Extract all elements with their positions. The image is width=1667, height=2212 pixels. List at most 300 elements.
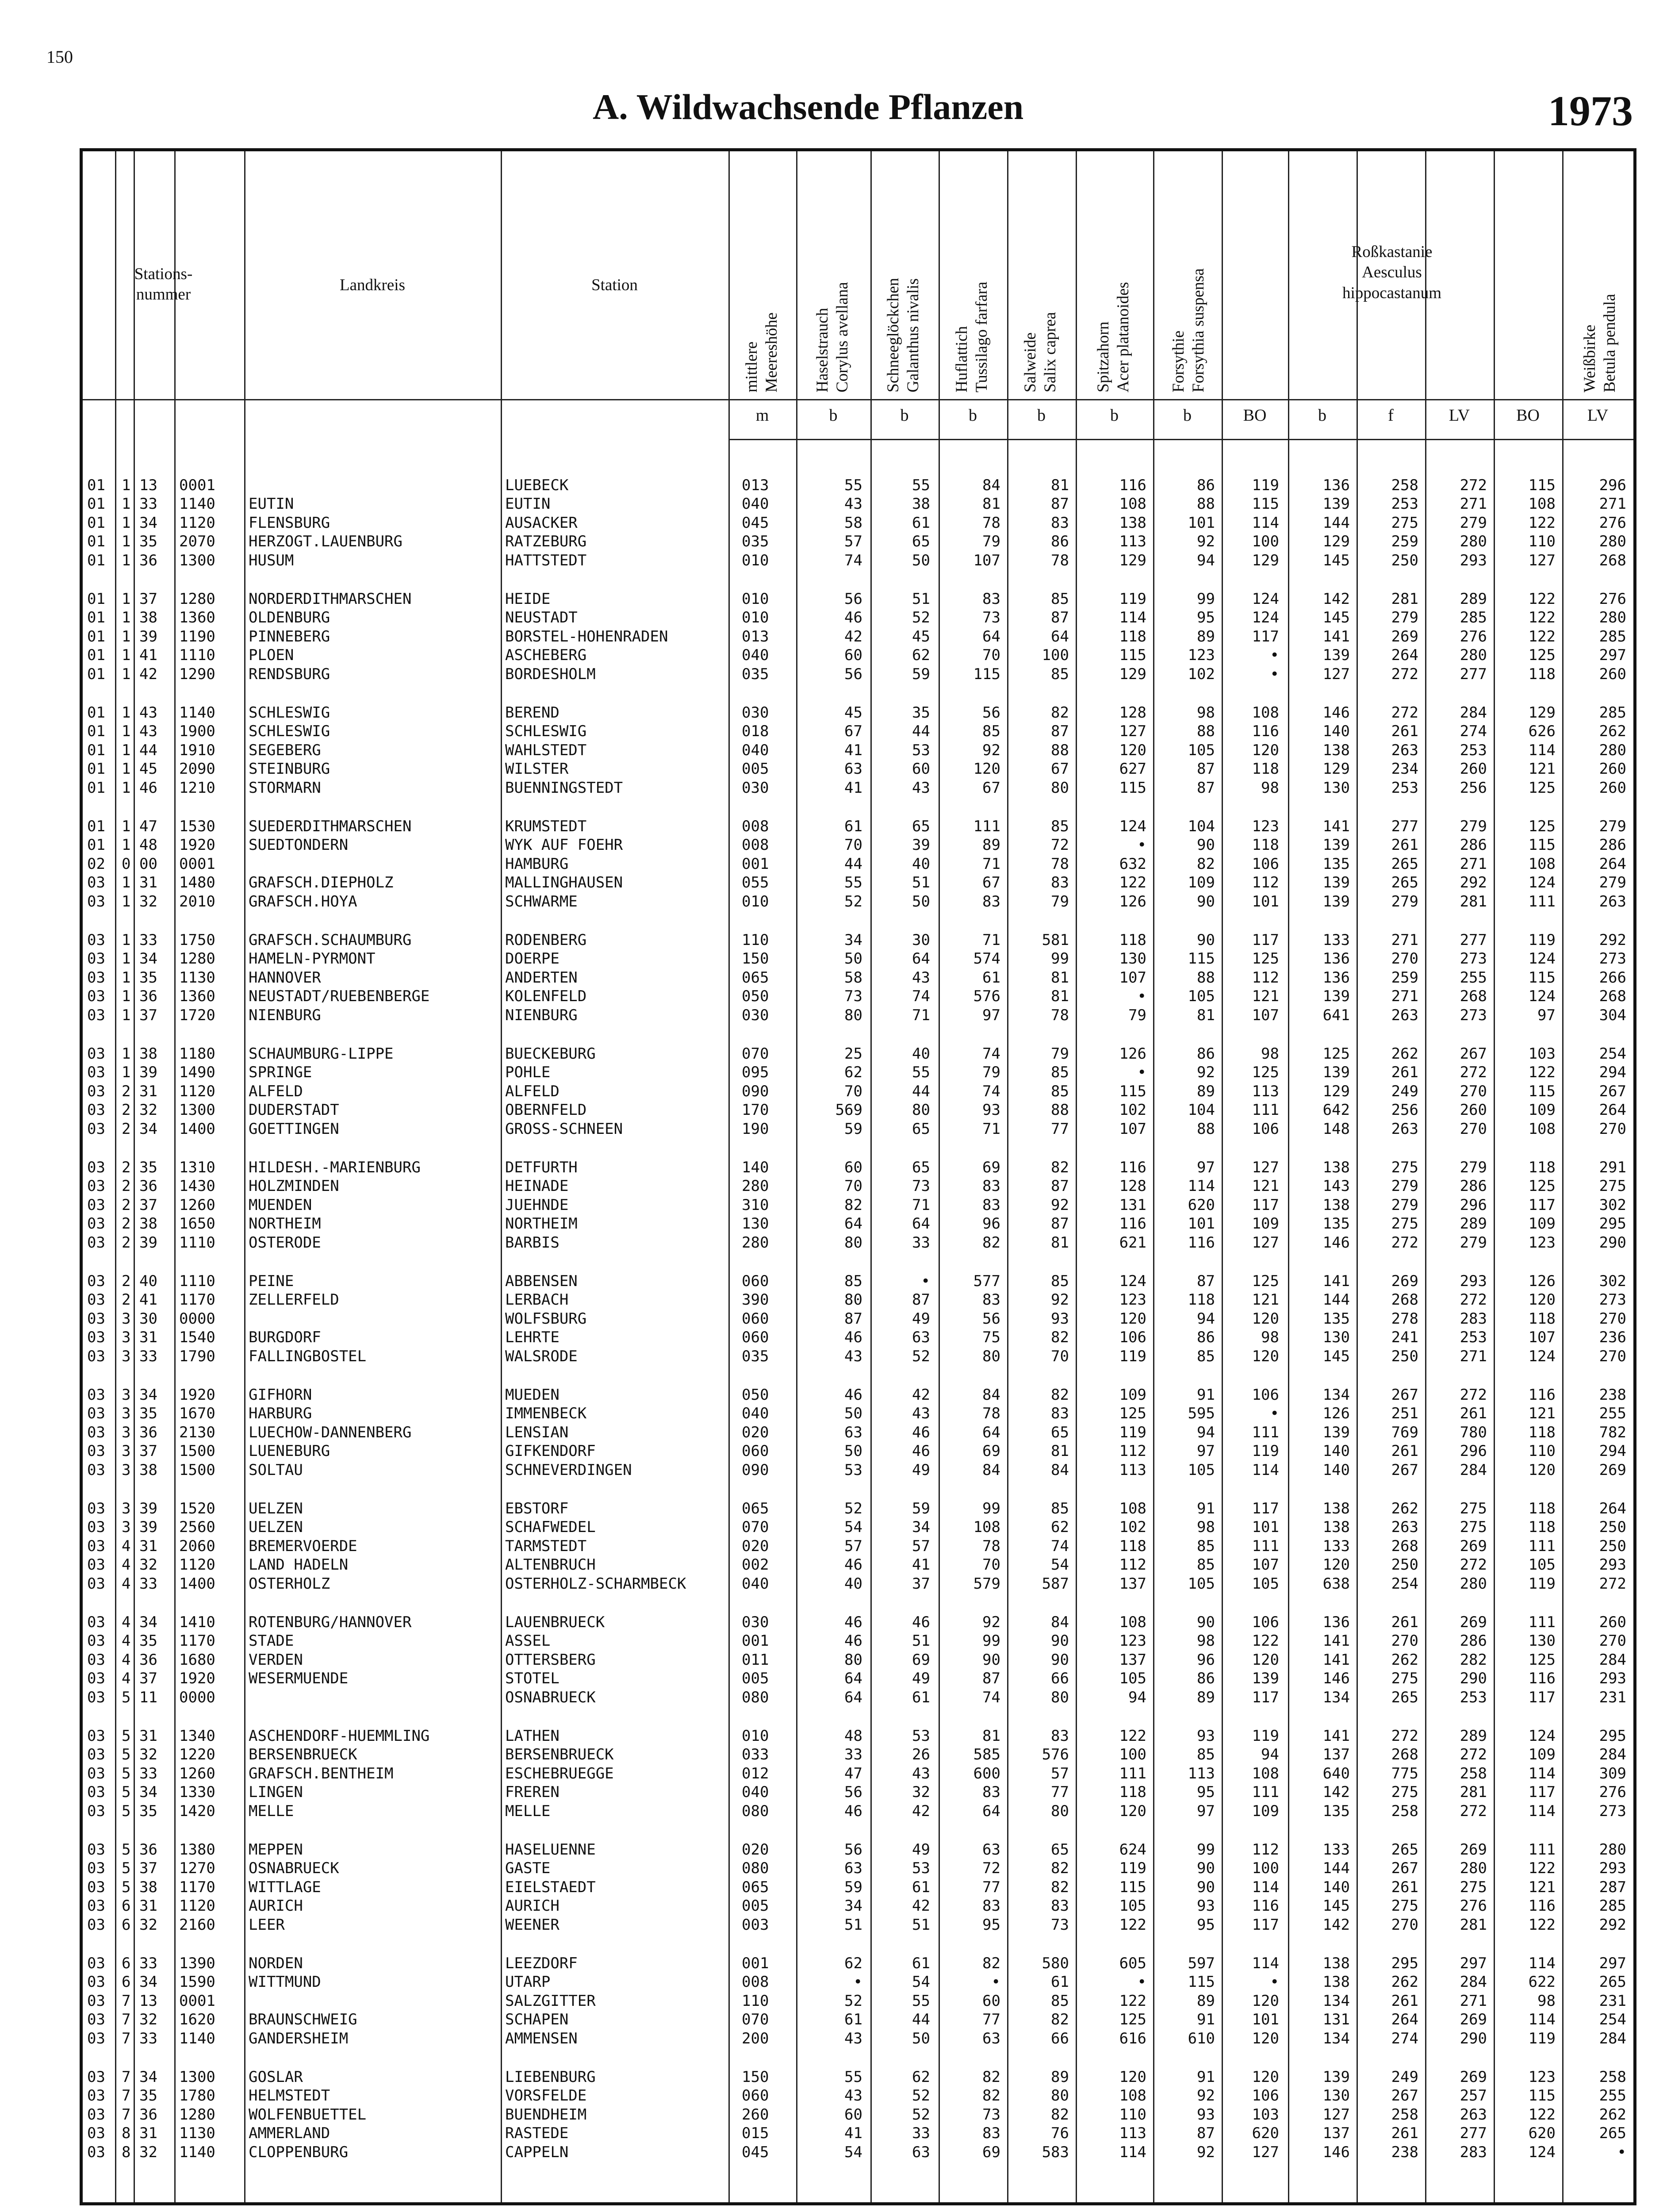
cell-birke-bo: 123 bbox=[1528, 2068, 1556, 2086]
cell-huflattich: 75 bbox=[982, 1329, 1000, 1347]
cell-kreis: 43 bbox=[139, 704, 157, 722]
cell-kastanie-bo: 120 bbox=[1252, 2029, 1279, 2047]
cell-kastanie-b: 129 bbox=[1322, 760, 1350, 778]
cell-schnee: 30 bbox=[912, 931, 930, 949]
cell-land: 03 bbox=[87, 987, 105, 1006]
cell-kastanie-f: 265 bbox=[1391, 1688, 1418, 1706]
cell-salweide: 83 bbox=[1051, 874, 1069, 892]
cell-kastanie-lv: 280 bbox=[1460, 646, 1487, 664]
cell-kreis: 33 bbox=[139, 931, 157, 949]
cell-station: ESCHEBRUEGGE bbox=[505, 1764, 614, 1782]
cell-district: 7 bbox=[122, 2068, 131, 2086]
cell-huflattich: 69 bbox=[982, 2143, 1000, 2161]
cell-birke-lv: 271 bbox=[1599, 495, 1626, 513]
cell-landkreis: HANNOVER bbox=[249, 968, 321, 987]
cell-ortsnr: 2090 bbox=[179, 760, 215, 778]
cell-hoehe: 150 bbox=[742, 2068, 769, 2086]
cell-salweide: 65 bbox=[1051, 1423, 1069, 1441]
cell-hasel: 63 bbox=[844, 760, 862, 778]
cell-ortsnr: 1500 bbox=[179, 1461, 215, 1479]
unit-label: m bbox=[755, 406, 769, 425]
cell-birke-bo: 117 bbox=[1528, 1688, 1556, 1706]
cell-salweide: 583 bbox=[1042, 2143, 1069, 2161]
cell-district: 3 bbox=[122, 1423, 131, 1441]
cell-kastanie-f: 261 bbox=[1391, 1878, 1418, 1896]
cell-schnee: 55 bbox=[912, 476, 930, 494]
cell-kastanie-lv: 280 bbox=[1460, 533, 1487, 551]
cell-huflattich: 77 bbox=[982, 1878, 1000, 1896]
cell-birke-lv: 250 bbox=[1599, 1537, 1626, 1555]
cell-kreis: 34 bbox=[139, 514, 157, 532]
header-line: Betula pendula bbox=[1601, 294, 1619, 392]
cell-kastanie-bo: 121 bbox=[1252, 1177, 1279, 1195]
cell-ortsnr: 1280 bbox=[179, 590, 215, 608]
cell-kreis: 34 bbox=[139, 2068, 157, 2086]
cell-ortsnr: 2130 bbox=[179, 1423, 215, 1441]
cell-hasel: 63 bbox=[844, 1859, 862, 1878]
cell-forsythie: 99 bbox=[1197, 1841, 1215, 1859]
cell-spitzahorn: 632 bbox=[1119, 855, 1146, 873]
cell-kastanie-f: 272 bbox=[1391, 1233, 1418, 1252]
cell-landkreis: SCHLESWIG bbox=[249, 704, 330, 722]
cell-salweide: 83 bbox=[1051, 1405, 1069, 1423]
cell-hasel: 56 bbox=[844, 665, 862, 683]
cell-district: 2 bbox=[122, 1101, 131, 1119]
cell-station: HEINADE bbox=[505, 1177, 569, 1195]
cell-birke-lv: 264 bbox=[1599, 1500, 1626, 1517]
cell-kreis: 37 bbox=[139, 1859, 157, 1878]
cell-district: 5 bbox=[122, 1859, 131, 1878]
cell-station: WALSRODE bbox=[505, 1347, 578, 1365]
cell-birke-bo: 124 bbox=[1528, 1727, 1556, 1745]
header-spitzahorn bbox=[1093, 229, 1133, 392]
cell-hasel: 87 bbox=[844, 1310, 862, 1328]
cell-kreis: 00 bbox=[139, 855, 157, 873]
cell-birke-lv: 302 bbox=[1599, 1272, 1626, 1290]
cell-kastanie-b: 143 bbox=[1322, 1177, 1350, 1195]
cell-salweide: 67 bbox=[1051, 760, 1069, 778]
cell-birke-lv: 292 bbox=[1599, 931, 1626, 949]
cell-kastanie-b: 139 bbox=[1322, 495, 1350, 513]
cell-station: SCHAPEN bbox=[505, 2011, 569, 2029]
cell-landkreis: UELZEN bbox=[249, 1500, 303, 1517]
cell-schnee: 74 bbox=[912, 987, 930, 1006]
cell-kastanie-lv: 272 bbox=[1460, 1746, 1487, 1764]
cell-station: LAUENBRUECK bbox=[505, 1613, 605, 1631]
cell-huflattich: 70 bbox=[982, 646, 1000, 664]
cell-kreis: 48 bbox=[139, 836, 157, 854]
cell-kastanie-bo: 106 bbox=[1252, 2087, 1279, 2105]
cell-hoehe: 010 bbox=[742, 551, 769, 569]
cell-kreis: 34 bbox=[139, 1783, 157, 1801]
cell-forsythie: 123 bbox=[1188, 646, 1215, 664]
cell-forsythie: 85 bbox=[1197, 1347, 1215, 1365]
cell-schnee: 65 bbox=[912, 533, 930, 551]
cell-kastanie-bo: 116 bbox=[1252, 722, 1279, 741]
cell-ortsnr: 1400 bbox=[179, 1575, 215, 1593]
cell-kastanie-bo: 121 bbox=[1252, 987, 1279, 1006]
cell-kastanie-bo: 120 bbox=[1252, 1651, 1279, 1669]
cell-schnee: 69 bbox=[912, 1651, 930, 1669]
header-stationsnummer: Stations- nummer bbox=[134, 265, 193, 304]
cell-kastanie-b: 139 bbox=[1322, 892, 1350, 910]
cell-hoehe: 130 bbox=[742, 1215, 769, 1233]
cell-spitzahorn: 120 bbox=[1119, 1802, 1146, 1820]
cell-land: 03 bbox=[87, 874, 105, 892]
cell-kastanie-f: 241 bbox=[1391, 1329, 1418, 1347]
cell-hoehe: 010 bbox=[742, 892, 769, 910]
cell-hasel: 85 bbox=[844, 1272, 862, 1290]
cell-landkreis: STORMARN bbox=[249, 779, 321, 797]
cell-district: 2 bbox=[122, 1272, 131, 1290]
cell-forsythie: 91 bbox=[1197, 1386, 1215, 1404]
cell-kastanie-lv: 260 bbox=[1460, 760, 1487, 778]
cell-kastanie-lv: 280 bbox=[1460, 1575, 1487, 1593]
cell-schnee: 43 bbox=[912, 1405, 930, 1423]
cell-salweide: 82 bbox=[1051, 1878, 1069, 1896]
cell-spitzahorn: 616 bbox=[1119, 2029, 1146, 2047]
cell-kastanie-b: 141 bbox=[1322, 1727, 1350, 1745]
cell-spitzahorn: 107 bbox=[1119, 968, 1146, 987]
cell-schnee: 60 bbox=[912, 760, 930, 778]
cell-kreis: 38 bbox=[139, 1878, 157, 1896]
cell-kastanie-bo: 114 bbox=[1252, 514, 1279, 532]
cell-birke-lv: 290 bbox=[1599, 1233, 1626, 1252]
cell-kastanie-lv: 279 bbox=[1460, 1159, 1487, 1176]
cell-kreis: 33 bbox=[139, 1955, 157, 1972]
cell-birke-lv: 304 bbox=[1599, 1006, 1626, 1024]
cell-huflattich: 115 bbox=[973, 665, 1000, 683]
cell-kastanie-bo: 106 bbox=[1252, 1613, 1279, 1631]
cell-hoehe: 080 bbox=[742, 1802, 769, 1820]
cell-kastanie-b: 140 bbox=[1322, 1461, 1350, 1479]
cell-schnee: 43 bbox=[912, 968, 930, 987]
cell-kreis: 36 bbox=[139, 2105, 157, 2124]
cell-kreis: 30 bbox=[139, 1310, 157, 1328]
cell-hasel: 60 bbox=[844, 1159, 862, 1176]
cell-birke-bo: 115 bbox=[1528, 2087, 1556, 2105]
cell-landkreis: WOLFENBUETTEL bbox=[249, 2105, 367, 2124]
cell-kastanie-b: 145 bbox=[1322, 609, 1350, 627]
cell-huflattich: 92 bbox=[982, 741, 1000, 759]
cell-huflattich: 74 bbox=[982, 1045, 1000, 1063]
cell-kreis: 35 bbox=[139, 533, 157, 551]
cell-station: HASELUENNE bbox=[505, 1841, 596, 1859]
cell-hoehe: 005 bbox=[742, 1897, 769, 1915]
cell-birke-bo: 122 bbox=[1528, 627, 1556, 645]
cell-kastanie-f: 258 bbox=[1391, 1802, 1418, 1820]
cell-land: 03 bbox=[87, 1992, 105, 2010]
cell-salweide: 80 bbox=[1051, 1688, 1069, 1706]
cell-schnee: 38 bbox=[912, 495, 930, 513]
cell-kastanie-b: 130 bbox=[1322, 2087, 1350, 2105]
cell-district: 1 bbox=[122, 627, 131, 645]
cell-hoehe: 005 bbox=[742, 1670, 769, 1688]
cell-forsythie: 92 bbox=[1197, 2087, 1215, 2105]
cell-birke-bo: 124 bbox=[1528, 874, 1556, 892]
cell-district: 4 bbox=[122, 1537, 131, 1555]
cell-district: 6 bbox=[122, 1916, 131, 1934]
cell-landkreis: PLOEN bbox=[249, 646, 294, 664]
cell-station: MUEDEN bbox=[505, 1386, 559, 1404]
cell-kreis: 39 bbox=[139, 627, 157, 645]
cell-huflattich: 64 bbox=[982, 1802, 1000, 1820]
cell-landkreis: HARBURG bbox=[249, 1405, 312, 1423]
cell-birke-bo: 108 bbox=[1528, 855, 1556, 873]
cell-kastanie-lv: 269 bbox=[1460, 1537, 1487, 1555]
cell-landkreis: NIENBURG bbox=[249, 1006, 321, 1024]
cell-ortsnr: 1540 bbox=[179, 1329, 215, 1347]
cell-kastanie-f: 265 bbox=[1391, 874, 1418, 892]
cell-huflattich: 84 bbox=[982, 1461, 1000, 1479]
cell-kastanie-f: 270 bbox=[1391, 1916, 1418, 1934]
cell-district: 2 bbox=[122, 1082, 131, 1100]
cell-forsythie: 88 bbox=[1197, 722, 1215, 741]
cell-ortsnr: 1920 bbox=[179, 1670, 215, 1688]
cell-kastanie-bo: 120 bbox=[1252, 1310, 1279, 1328]
cell-land: 01 bbox=[87, 533, 105, 551]
cell-station: WAHLSTEDT bbox=[505, 741, 587, 759]
cell-district: 1 bbox=[122, 1006, 131, 1024]
cell-district: 1 bbox=[122, 704, 131, 722]
cell-land: 03 bbox=[87, 892, 105, 910]
cell-station: BUENDHEIM bbox=[505, 2105, 587, 2124]
cell-schnee: 44 bbox=[912, 2011, 930, 2029]
year-label: 1973 bbox=[1548, 87, 1633, 134]
cell-hoehe: 070 bbox=[742, 1045, 769, 1063]
cell-ortsnr: 1910 bbox=[179, 741, 215, 759]
cell-kastanie-b: 137 bbox=[1322, 1746, 1350, 1764]
cell-hasel: 569 bbox=[835, 1101, 862, 1119]
cell-kastanie-bo: 117 bbox=[1252, 1500, 1279, 1517]
header-rule bbox=[83, 399, 1633, 400]
cell-land: 03 bbox=[87, 2029, 105, 2047]
cell-birke-bo: 121 bbox=[1528, 1878, 1556, 1896]
cell-kastanie-f: 272 bbox=[1391, 665, 1418, 683]
cell-station: SCHAFWEDEL bbox=[505, 1518, 596, 1536]
cell-kreis: 33 bbox=[139, 2029, 157, 2047]
cell-kastanie-lv: 290 bbox=[1460, 2029, 1487, 2047]
cell-spitzahorn: 127 bbox=[1119, 722, 1146, 741]
cell-schnee: 52 bbox=[912, 609, 930, 627]
cell-kastanie-b: 148 bbox=[1322, 1120, 1350, 1138]
cell-spitzahorn: 102 bbox=[1119, 1101, 1146, 1119]
cell-kreis: 33 bbox=[139, 495, 157, 513]
cell-hasel: 55 bbox=[844, 2068, 862, 2086]
cell-schnee: 73 bbox=[912, 1177, 930, 1195]
cell-huflattich: 80 bbox=[982, 1347, 1000, 1365]
cell-land: 03 bbox=[87, 1764, 105, 1782]
cell-salweide: 78 bbox=[1051, 855, 1069, 873]
cell-hoehe: 110 bbox=[742, 1992, 769, 2010]
cell-birke-bo: 126 bbox=[1528, 1272, 1556, 1290]
cell-birke-lv: 782 bbox=[1599, 1423, 1626, 1441]
cell-station: LERBACH bbox=[505, 1291, 569, 1309]
cell-land: 03 bbox=[87, 1973, 105, 1991]
cell-kastanie-f: 261 bbox=[1391, 1613, 1418, 1631]
cell-landkreis: OSNABRUECK bbox=[249, 1859, 339, 1878]
cell-land: 03 bbox=[87, 1423, 105, 1441]
cell-hoehe: 090 bbox=[742, 1461, 769, 1479]
cell-kreis: 36 bbox=[139, 987, 157, 1006]
cell-spitzahorn: 116 bbox=[1119, 1159, 1146, 1176]
cell-kastanie-f: 267 bbox=[1391, 1859, 1418, 1878]
cell-spitzahorn: 102 bbox=[1119, 1518, 1146, 1536]
cell-birke-lv: 260 bbox=[1599, 1613, 1626, 1631]
cell-ortsnr: 1530 bbox=[179, 818, 215, 835]
cell-forsythie: 86 bbox=[1197, 1329, 1215, 1347]
cell-station: VORSFELDE bbox=[505, 2087, 587, 2105]
cell-kastanie-bo: 120 bbox=[1252, 1347, 1279, 1365]
cell-spitzahorn: 118 bbox=[1119, 1783, 1146, 1801]
column-rule bbox=[115, 151, 116, 2202]
cell-birke-lv: 260 bbox=[1599, 665, 1626, 683]
cell-spitzahorn: 114 bbox=[1119, 609, 1146, 627]
cell-kastanie-bo: 111 bbox=[1252, 1537, 1279, 1555]
unit-label: b bbox=[1318, 406, 1326, 425]
cell-hoehe: 065 bbox=[742, 1878, 769, 1896]
header-line: Salix caprea bbox=[1041, 312, 1060, 392]
cell-birke-bo: 114 bbox=[1528, 1802, 1556, 1820]
cell-kastanie-lv: 272 bbox=[1460, 1064, 1487, 1082]
cell-land: 01 bbox=[87, 760, 105, 778]
cell-landkreis: SEGEBERG bbox=[249, 741, 321, 759]
cell-station: LUEBECK bbox=[505, 476, 569, 494]
cell-birke-bo: 127 bbox=[1528, 551, 1556, 569]
cell-kreis: 11 bbox=[139, 1688, 157, 1706]
cell-forsythie: 114 bbox=[1188, 1177, 1215, 1195]
cell-birke-lv: 254 bbox=[1599, 2011, 1626, 2029]
cell-ortsnr: 1120 bbox=[179, 514, 215, 532]
cell-huflattich: 95 bbox=[982, 1916, 1000, 1934]
cell-spitzahorn: 112 bbox=[1119, 1556, 1146, 1574]
cell-kastanie-bo: 121 bbox=[1252, 1291, 1279, 1309]
cell-birke-bo: 109 bbox=[1528, 1215, 1556, 1233]
cell-kastanie-f: 259 bbox=[1391, 968, 1418, 987]
cell-land: 03 bbox=[87, 1670, 105, 1688]
cell-kastanie-f: 261 bbox=[1391, 1064, 1418, 1082]
cell-salweide: 78 bbox=[1051, 1006, 1069, 1024]
cell-schnee: 37 bbox=[912, 1575, 930, 1593]
cell-kastanie-f: 277 bbox=[1391, 818, 1418, 835]
cell-birke-bo: 122 bbox=[1528, 1859, 1556, 1878]
cell-salweide: 66 bbox=[1051, 2029, 1069, 2047]
header-schneegloeckchen bbox=[883, 229, 923, 392]
cell-hasel: 50 bbox=[844, 1405, 862, 1423]
cell-spitzahorn: 138 bbox=[1119, 514, 1146, 532]
cell-hoehe: 010 bbox=[742, 1727, 769, 1745]
cell-birke-bo: 124 bbox=[1528, 987, 1556, 1006]
cell-birke-bo: 98 bbox=[1537, 1992, 1556, 2010]
cell-birke-bo: 115 bbox=[1528, 968, 1556, 987]
cell-kastanie-b: 641 bbox=[1322, 1006, 1350, 1024]
cell-kastanie-b: 138 bbox=[1322, 1518, 1350, 1536]
header-line: Meereshöhe bbox=[763, 312, 781, 392]
cell-spitzahorn: • bbox=[1137, 836, 1146, 854]
cell-birke-lv: 260 bbox=[1599, 760, 1626, 778]
cell-land: 03 bbox=[87, 1101, 105, 1119]
cell-hasel: 46 bbox=[844, 1802, 862, 1820]
cell-kastanie-lv: 271 bbox=[1460, 855, 1487, 873]
cell-birke-bo: 122 bbox=[1528, 590, 1556, 608]
cell-kastanie-lv: 281 bbox=[1460, 892, 1487, 910]
cell-kastanie-bo: 123 bbox=[1252, 818, 1279, 835]
cell-birke-bo: 110 bbox=[1528, 1442, 1556, 1460]
cell-spitzahorn: 113 bbox=[1119, 1461, 1146, 1479]
cell-spitzahorn: 122 bbox=[1119, 1992, 1146, 2010]
cell-kastanie-lv: 284 bbox=[1460, 1973, 1487, 1991]
cell-forsythie: 93 bbox=[1197, 1897, 1215, 1915]
cell-birke-bo: 111 bbox=[1528, 1841, 1556, 1859]
cell-kastanie-b: 135 bbox=[1322, 855, 1350, 873]
cell-schnee: 42 bbox=[912, 1897, 930, 1915]
cell-birke-bo: 118 bbox=[1528, 665, 1556, 683]
cell-kastanie-bo: 109 bbox=[1252, 1802, 1279, 1820]
cell-landkreis: GOSLAR bbox=[249, 2068, 303, 2086]
cell-kastanie-lv: 283 bbox=[1460, 1310, 1487, 1328]
cell-station: TARMSTEDT bbox=[505, 1537, 587, 1555]
cell-kastanie-bo: 127 bbox=[1252, 1159, 1279, 1176]
cell-hoehe: 030 bbox=[742, 704, 769, 722]
cell-kastanie-b: 140 bbox=[1322, 722, 1350, 741]
cell-kastanie-f: 263 bbox=[1391, 1120, 1418, 1138]
cell-spitzahorn: 123 bbox=[1119, 1291, 1146, 1309]
cell-forsythie: 105 bbox=[1188, 741, 1215, 759]
cell-district: 1 bbox=[122, 722, 131, 741]
unit-label: b bbox=[1037, 406, 1046, 425]
cell-salweide: 85 bbox=[1051, 1500, 1069, 1517]
cell-landkreis: BRAUNSCHWEIG bbox=[249, 2011, 357, 2029]
cell-schnee: 46 bbox=[912, 1442, 930, 1460]
cell-huflattich: 99 bbox=[982, 1632, 1000, 1650]
cell-kastanie-bo: • bbox=[1270, 1405, 1279, 1423]
cell-birke-bo: 115 bbox=[1528, 836, 1556, 854]
cell-landkreis: PEINE bbox=[249, 1272, 294, 1290]
cell-schnee: 52 bbox=[912, 2087, 930, 2105]
cell-hoehe: 090 bbox=[742, 1082, 769, 1100]
cell-kastanie-bo: 118 bbox=[1252, 836, 1279, 854]
cell-kastanie-f: 262 bbox=[1391, 1973, 1418, 1991]
cell-ortsnr: 2160 bbox=[179, 1916, 215, 1934]
cell-schnee: 71 bbox=[912, 1196, 930, 1214]
cell-birke-bo: 122 bbox=[1528, 514, 1556, 532]
cell-birke-lv: 280 bbox=[1599, 609, 1626, 627]
cell-kastanie-lv: 289 bbox=[1460, 1215, 1487, 1233]
cell-kastanie-lv: 270 bbox=[1460, 1082, 1487, 1100]
cell-kastanie-b: 134 bbox=[1322, 2029, 1350, 2047]
cell-hoehe: 140 bbox=[742, 1159, 769, 1176]
cell-district: 1 bbox=[122, 950, 131, 968]
cell-land: 03 bbox=[87, 1291, 105, 1309]
cell-huflattich: 84 bbox=[982, 476, 1000, 494]
cell-kastanie-f: 265 bbox=[1391, 855, 1418, 873]
cell-schnee: 46 bbox=[912, 1613, 930, 1631]
cell-ortsnr: 2070 bbox=[179, 533, 215, 551]
cell-land: 03 bbox=[87, 1841, 105, 1859]
cell-kastanie-b: 129 bbox=[1322, 1082, 1350, 1100]
cell-birke-lv: 296 bbox=[1599, 476, 1626, 494]
cell-landkreis: LAND HADELN bbox=[249, 1556, 349, 1574]
cell-kastanie-bo: 114 bbox=[1252, 1461, 1279, 1479]
cell-ortsnr: 1790 bbox=[179, 1347, 215, 1365]
cell-district: 2 bbox=[122, 1233, 131, 1252]
cell-landkreis: STEINBURG bbox=[249, 760, 330, 778]
cell-hasel: 70 bbox=[844, 1177, 862, 1195]
cell-landkreis: GIFHORN bbox=[249, 1386, 312, 1404]
cell-landkreis: NORDEN bbox=[249, 1955, 303, 1972]
cell-kreis: 32 bbox=[139, 892, 157, 910]
cell-kastanie-lv: 272 bbox=[1460, 1386, 1487, 1404]
